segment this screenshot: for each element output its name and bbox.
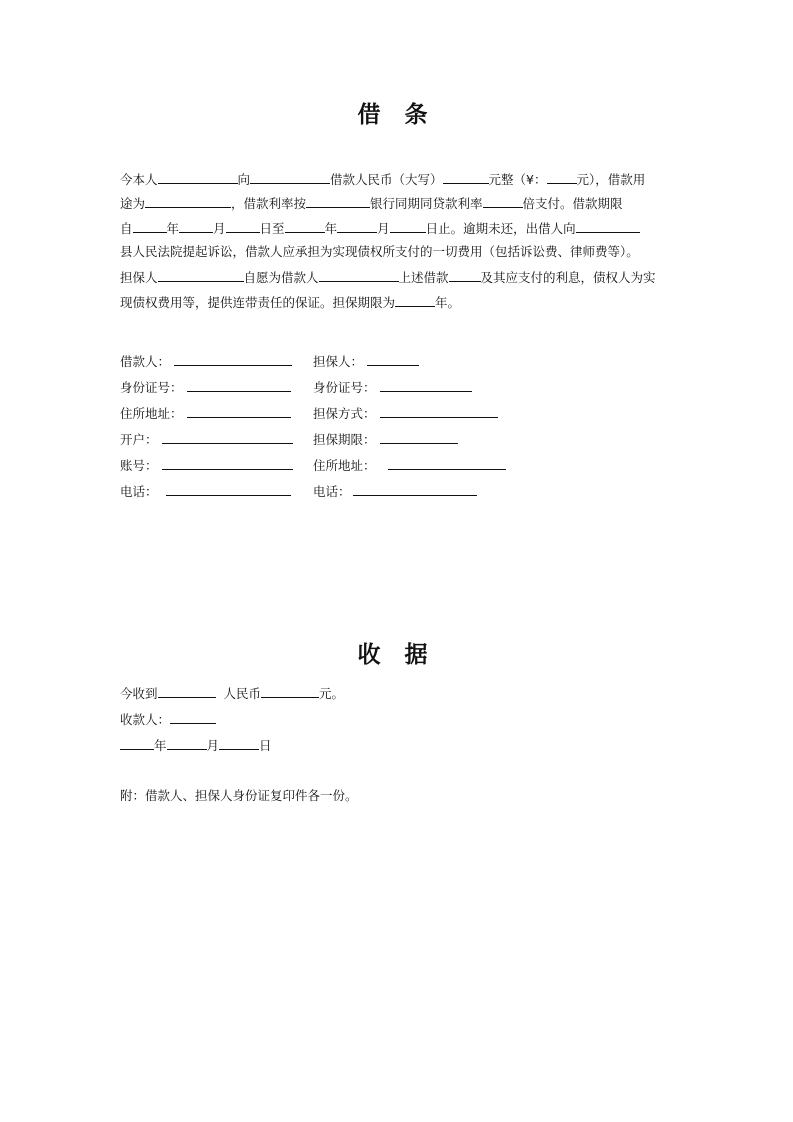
field-guarantee-method: 担保方式： <box>313 404 498 422</box>
blank-guarantee-years[interactable] <box>395 293 435 307</box>
input-received-amount[interactable] <box>261 684 319 698</box>
input-guarantor-id[interactable] <box>380 378 472 392</box>
blank-purpose[interactable] <box>145 194 231 208</box>
input-receipt-month[interactable] <box>167 736 207 750</box>
blank-borrower-target[interactable] <box>250 170 330 184</box>
blank-amount-digits[interactable] <box>547 170 577 184</box>
field-borrower-id: 身份证号： <box>120 378 291 396</box>
blank-start-day[interactable] <box>226 219 260 233</box>
input-received-from[interactable] <box>158 684 216 698</box>
input-receipt-year[interactable] <box>120 736 154 750</box>
input-guarantor[interactable] <box>367 352 419 366</box>
input-guarantor-address[interactable] <box>388 456 506 470</box>
input-borrower-address[interactable] <box>187 404 291 418</box>
field-guarantor-phone: 电话： <box>313 482 477 500</box>
blank-start-month[interactable] <box>179 219 213 233</box>
blank-borrower-name[interactable] <box>319 268 399 282</box>
blank-end-day[interactable] <box>390 219 426 233</box>
blank-rate-multiple[interactable] <box>483 194 523 208</box>
receipt-attachment-note: 附：借款人、担保人身份证复印件各一份。 <box>120 788 358 803</box>
receipt-date: 年 月 日 <box>120 736 272 754</box>
field-borrower-phone: 电话： <box>120 482 291 500</box>
blank-lender-name[interactable] <box>158 170 238 184</box>
blank-guarantor-name[interactable] <box>158 268 244 282</box>
blank-court-county[interactable] <box>576 219 640 233</box>
field-borrower: 借款人： <box>120 352 292 370</box>
field-borrower-address: 住所地址： <box>120 404 291 422</box>
body-line-6: 现债权费用等，提供连带责任的保证。担保期限为 年。 <box>120 295 461 310</box>
input-account[interactable] <box>162 456 293 470</box>
blank-amount-words[interactable] <box>443 170 489 184</box>
input-borrower-id[interactable] <box>187 378 291 392</box>
body-line-2: 途为 ，借款利率按 银行同期同贷款利率 倍支付。借款期限 <box>120 196 623 211</box>
blank-start-year[interactable] <box>133 219 167 233</box>
blank-end-year[interactable] <box>285 219 325 233</box>
body-line-1: 今本人 向 借款人民币（大写） 元整（¥： 元），借款用 <box>120 172 646 187</box>
input-guarantee-period[interactable] <box>380 430 458 444</box>
field-guarantor-id: 身份证号： <box>313 378 472 396</box>
body-line-4: 县人民法院提起诉讼，借款人应承担为实现债权所支付的一切费用（包括诉讼费、律师费等）。 <box>120 244 639 259</box>
field-guarantor: 担保人： <box>313 352 419 370</box>
body-line-5: 担保人 自愿为借款人 上述借款 及其应支付的利息，债权人为实 <box>120 270 656 285</box>
receipt-payee: 收款人： <box>120 710 216 728</box>
blank-loan-ref[interactable] <box>449 268 481 282</box>
input-payee[interactable] <box>170 710 216 724</box>
input-bank[interactable] <box>162 430 293 444</box>
loan-note-title: 借 条 <box>357 101 436 128</box>
receipt-title: 收 据 <box>357 641 436 668</box>
field-guarantee-period: 担保期限： <box>313 430 458 448</box>
receipt-line-1: 今收到 人民币 元。 <box>120 686 345 701</box>
field-bank: 开户： <box>120 430 293 448</box>
field-guarantor-address: 住所地址： <box>313 456 506 474</box>
body-line-3: 自 年 月 日至 年 月 日止。逾期未还，出借人向 <box>120 219 640 237</box>
blank-end-month[interactable] <box>337 219 377 233</box>
field-account: 账号： <box>120 456 293 474</box>
input-borrower-phone[interactable] <box>166 482 291 496</box>
blank-bank[interactable] <box>306 194 370 208</box>
input-guarantee-method[interactable] <box>380 404 498 418</box>
input-guarantor-phone[interactable] <box>353 482 477 496</box>
input-borrower[interactable] <box>174 352 292 366</box>
input-receipt-day[interactable] <box>219 736 259 750</box>
